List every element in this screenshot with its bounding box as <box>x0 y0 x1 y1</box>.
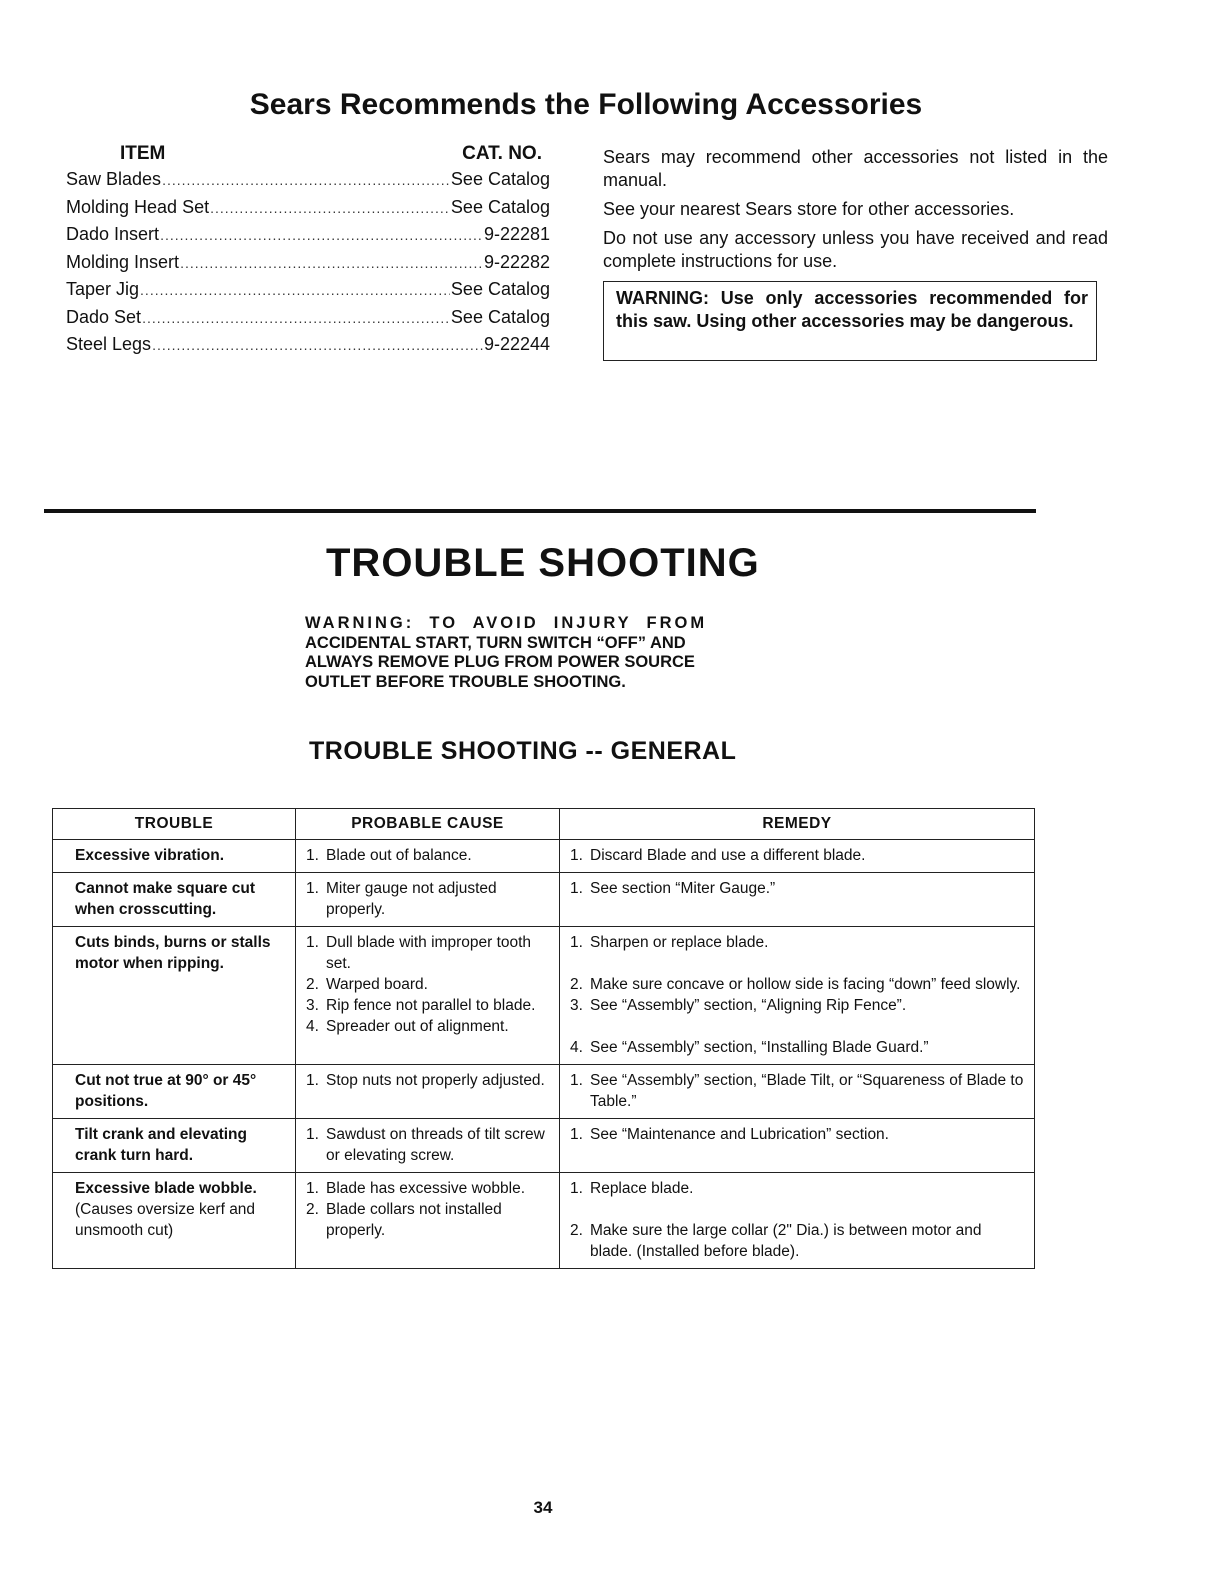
accessory-row <box>66 169 550 197</box>
cause-cell <box>296 840 560 873</box>
warning-line: OUTLET BEFORE TROUBLE SHOOTING. <box>305 672 626 691</box>
remedy-cell <box>560 927 1035 1065</box>
accessory-row <box>66 334 550 362</box>
cause-item: 1. Sawdust on threads of tilt screw or elevating screw. <box>306 1126 545 1164</box>
accessory-cat-no: See Catalog <box>450 306 550 327</box>
accessories-rows <box>66 169 550 362</box>
section-divider <box>44 509 1036 513</box>
accessory-name: Saw Blades <box>66 169 162 189</box>
accessories-notes <box>603 146 1108 279</box>
accessories-warning-box: WARNING: Use only accessories recommended for this saw. Using other accessories may be dangerous. <box>603 281 1097 361</box>
table-row <box>53 840 1035 873</box>
remedy-item: 2. Make sure the large collar (2" Dia.) is between motor and blade. (Installed before blade). <box>570 1222 982 1260</box>
cause-item: 1. Stop nuts not properly adjusted. <box>306 1072 545 1089</box>
table-header-row <box>53 809 1035 840</box>
table-row <box>53 1119 1035 1173</box>
remedy-cell <box>560 1065 1035 1119</box>
accessory-name: Steel Legs <box>66 334 152 354</box>
accessory-row <box>66 224 550 252</box>
accessories-list <box>66 143 550 362</box>
item-column-header: ITEM <box>120 143 166 164</box>
leader-dots <box>140 279 450 300</box>
trouble-cell <box>53 1065 296 1119</box>
remedy-item: 1. See section “Miter Gauge.” <box>570 880 776 897</box>
cause-item: 1. Blade has excessive wobble. <box>306 1180 526 1197</box>
accessory-name: Molding Insert <box>66 251 180 272</box>
trouble-text: Cuts binds, burns or stalls motor when ripping. <box>75 934 271 972</box>
table-row <box>53 873 1035 927</box>
remedy-item: 1. Discard Blade and use a different blade. <box>570 847 866 864</box>
cause-item: 4. Spreader out of alignment. <box>306 1018 509 1035</box>
accessory-cat-no: See Catalog <box>450 279 550 299</box>
accessory-cat-no: See Catalog <box>450 196 550 217</box>
remedy-cell <box>560 1119 1035 1173</box>
accessory-cat-no: 9-22281 <box>483 224 550 244</box>
cause-item: 1. Blade out of balance. <box>306 847 472 864</box>
remedy-item: 1. See “Maintenance and Lubrication” section. <box>570 1126 889 1143</box>
accessory-cat-no: 9-22282 <box>483 251 550 272</box>
trouble-text: Cut not true at 90° or 45° positions. <box>75 1072 257 1110</box>
remedy-item: 1. Replace blade. <box>570 1180 694 1197</box>
accessory-row <box>66 307 550 335</box>
accessory-name: Dado Insert <box>66 224 160 244</box>
trouble-column-header: TROUBLE <box>53 809 296 840</box>
trouble-text: Cannot make square cut when crosscutting. <box>75 880 256 918</box>
trouble-cell <box>53 873 296 927</box>
cat-no-column-header: CAT. NO. <box>462 143 542 164</box>
trouble-cell <box>53 1173 296 1269</box>
cause-item: 2. Blade collars not installed properly. <box>306 1201 502 1239</box>
table-row <box>53 1173 1035 1269</box>
cause-item: 1. Miter gauge not adjusted properly. <box>306 880 497 918</box>
table-row <box>53 927 1035 1065</box>
leader-dots <box>162 169 450 190</box>
leader-dots <box>142 307 450 328</box>
cause-cell <box>296 927 560 1065</box>
accessories-note: See your nearest Sears store for other accessories. <box>603 199 1015 219</box>
cause-cell <box>296 1119 560 1173</box>
cause-cell <box>296 1173 560 1269</box>
accessory-name: Taper Jig <box>66 279 140 299</box>
accessory-name: Dado Set <box>66 306 142 327</box>
trouble-cell <box>53 1119 296 1173</box>
accessories-header <box>66 143 550 169</box>
trouble-cell <box>53 840 296 873</box>
warning-line: ALWAYS REMOVE PLUG FROM POWER SOURCE <box>305 653 695 671</box>
remedy-cell <box>560 1173 1035 1269</box>
trouble-text: Excessive vibration. <box>75 847 225 864</box>
remedy-column-header: REMEDY <box>560 809 1035 840</box>
accessory-row <box>66 197 550 225</box>
accessories-note: Sears may recommend other accessories not listed in the manual. <box>603 147 1108 190</box>
leader-dots <box>210 197 450 218</box>
trouble-shooting-subtitle: TROUBLE SHOOTING -- GENERAL <box>309 737 737 765</box>
remedy-cell <box>560 840 1035 873</box>
cause-item: 1. Dull blade with improper tooth set. <box>306 934 532 972</box>
cause-column-header: PROBABLE CAUSE <box>296 809 560 840</box>
trouble-shooting-table <box>52 808 1035 1269</box>
accessory-cat-no: 9-22244 <box>483 334 550 354</box>
leader-dots <box>180 252 483 273</box>
accessory-cat-no: See Catalog <box>450 169 550 189</box>
remedy-item: 1. Sharpen or replace blade. <box>570 934 769 951</box>
cause-cell <box>296 873 560 927</box>
table-row <box>53 1065 1035 1119</box>
remedy-item: 1. See “Assembly” section, “Blade Tilt, or “Squareness of Blade to Table.” <box>570 1072 1024 1110</box>
trouble-text: Excessive blade wobble. <box>75 1180 257 1197</box>
accessory-name: Molding Head Set <box>66 196 210 217</box>
remedy-item: 4. See “Assembly” section, “Installing Blade Guard.” <box>570 1039 929 1056</box>
trouble-shooting-title: TROUBLE SHOOTING <box>326 541 760 585</box>
table-body <box>53 840 1035 1269</box>
leader-dots <box>160 224 483 245</box>
cause-item: 3. Rip fence not parallel to blade. <box>306 997 536 1014</box>
remedy-cell <box>560 873 1035 927</box>
warning-line: ACCIDENTAL START, TURN SWITCH “OFF” AND <box>305 633 686 652</box>
trouble-text: Tilt crank and elevating crank turn hard. <box>75 1126 247 1164</box>
accessory-row <box>66 252 550 280</box>
trouble-shooting-warning <box>305 614 777 692</box>
trouble-cell <box>53 927 296 1065</box>
page-number: 34 <box>533 1498 553 1517</box>
trouble-note: (Causes oversize kerf and unsmooth cut) <box>75 1201 256 1239</box>
remedy-item: 3. See “Assembly” section, “Aligning Rip Fence”. <box>570 997 907 1014</box>
remedy-item: 2. Make sure concave or hollow side is facing “down” feed slowly. <box>570 976 1021 993</box>
accessories-note: Do not use any accessory unless you have received and read complete instructions for use. <box>603 228 1108 271</box>
leader-dots <box>152 334 483 355</box>
warning-line: WARNING: TO AVOID INJURY FROM <box>305 614 708 632</box>
accessories-title: Sears Recommends the Following Accessories <box>249 88 923 121</box>
cause-cell <box>296 1065 560 1119</box>
accessory-row <box>66 279 550 307</box>
cause-item: 2. Warped board. <box>306 976 428 993</box>
